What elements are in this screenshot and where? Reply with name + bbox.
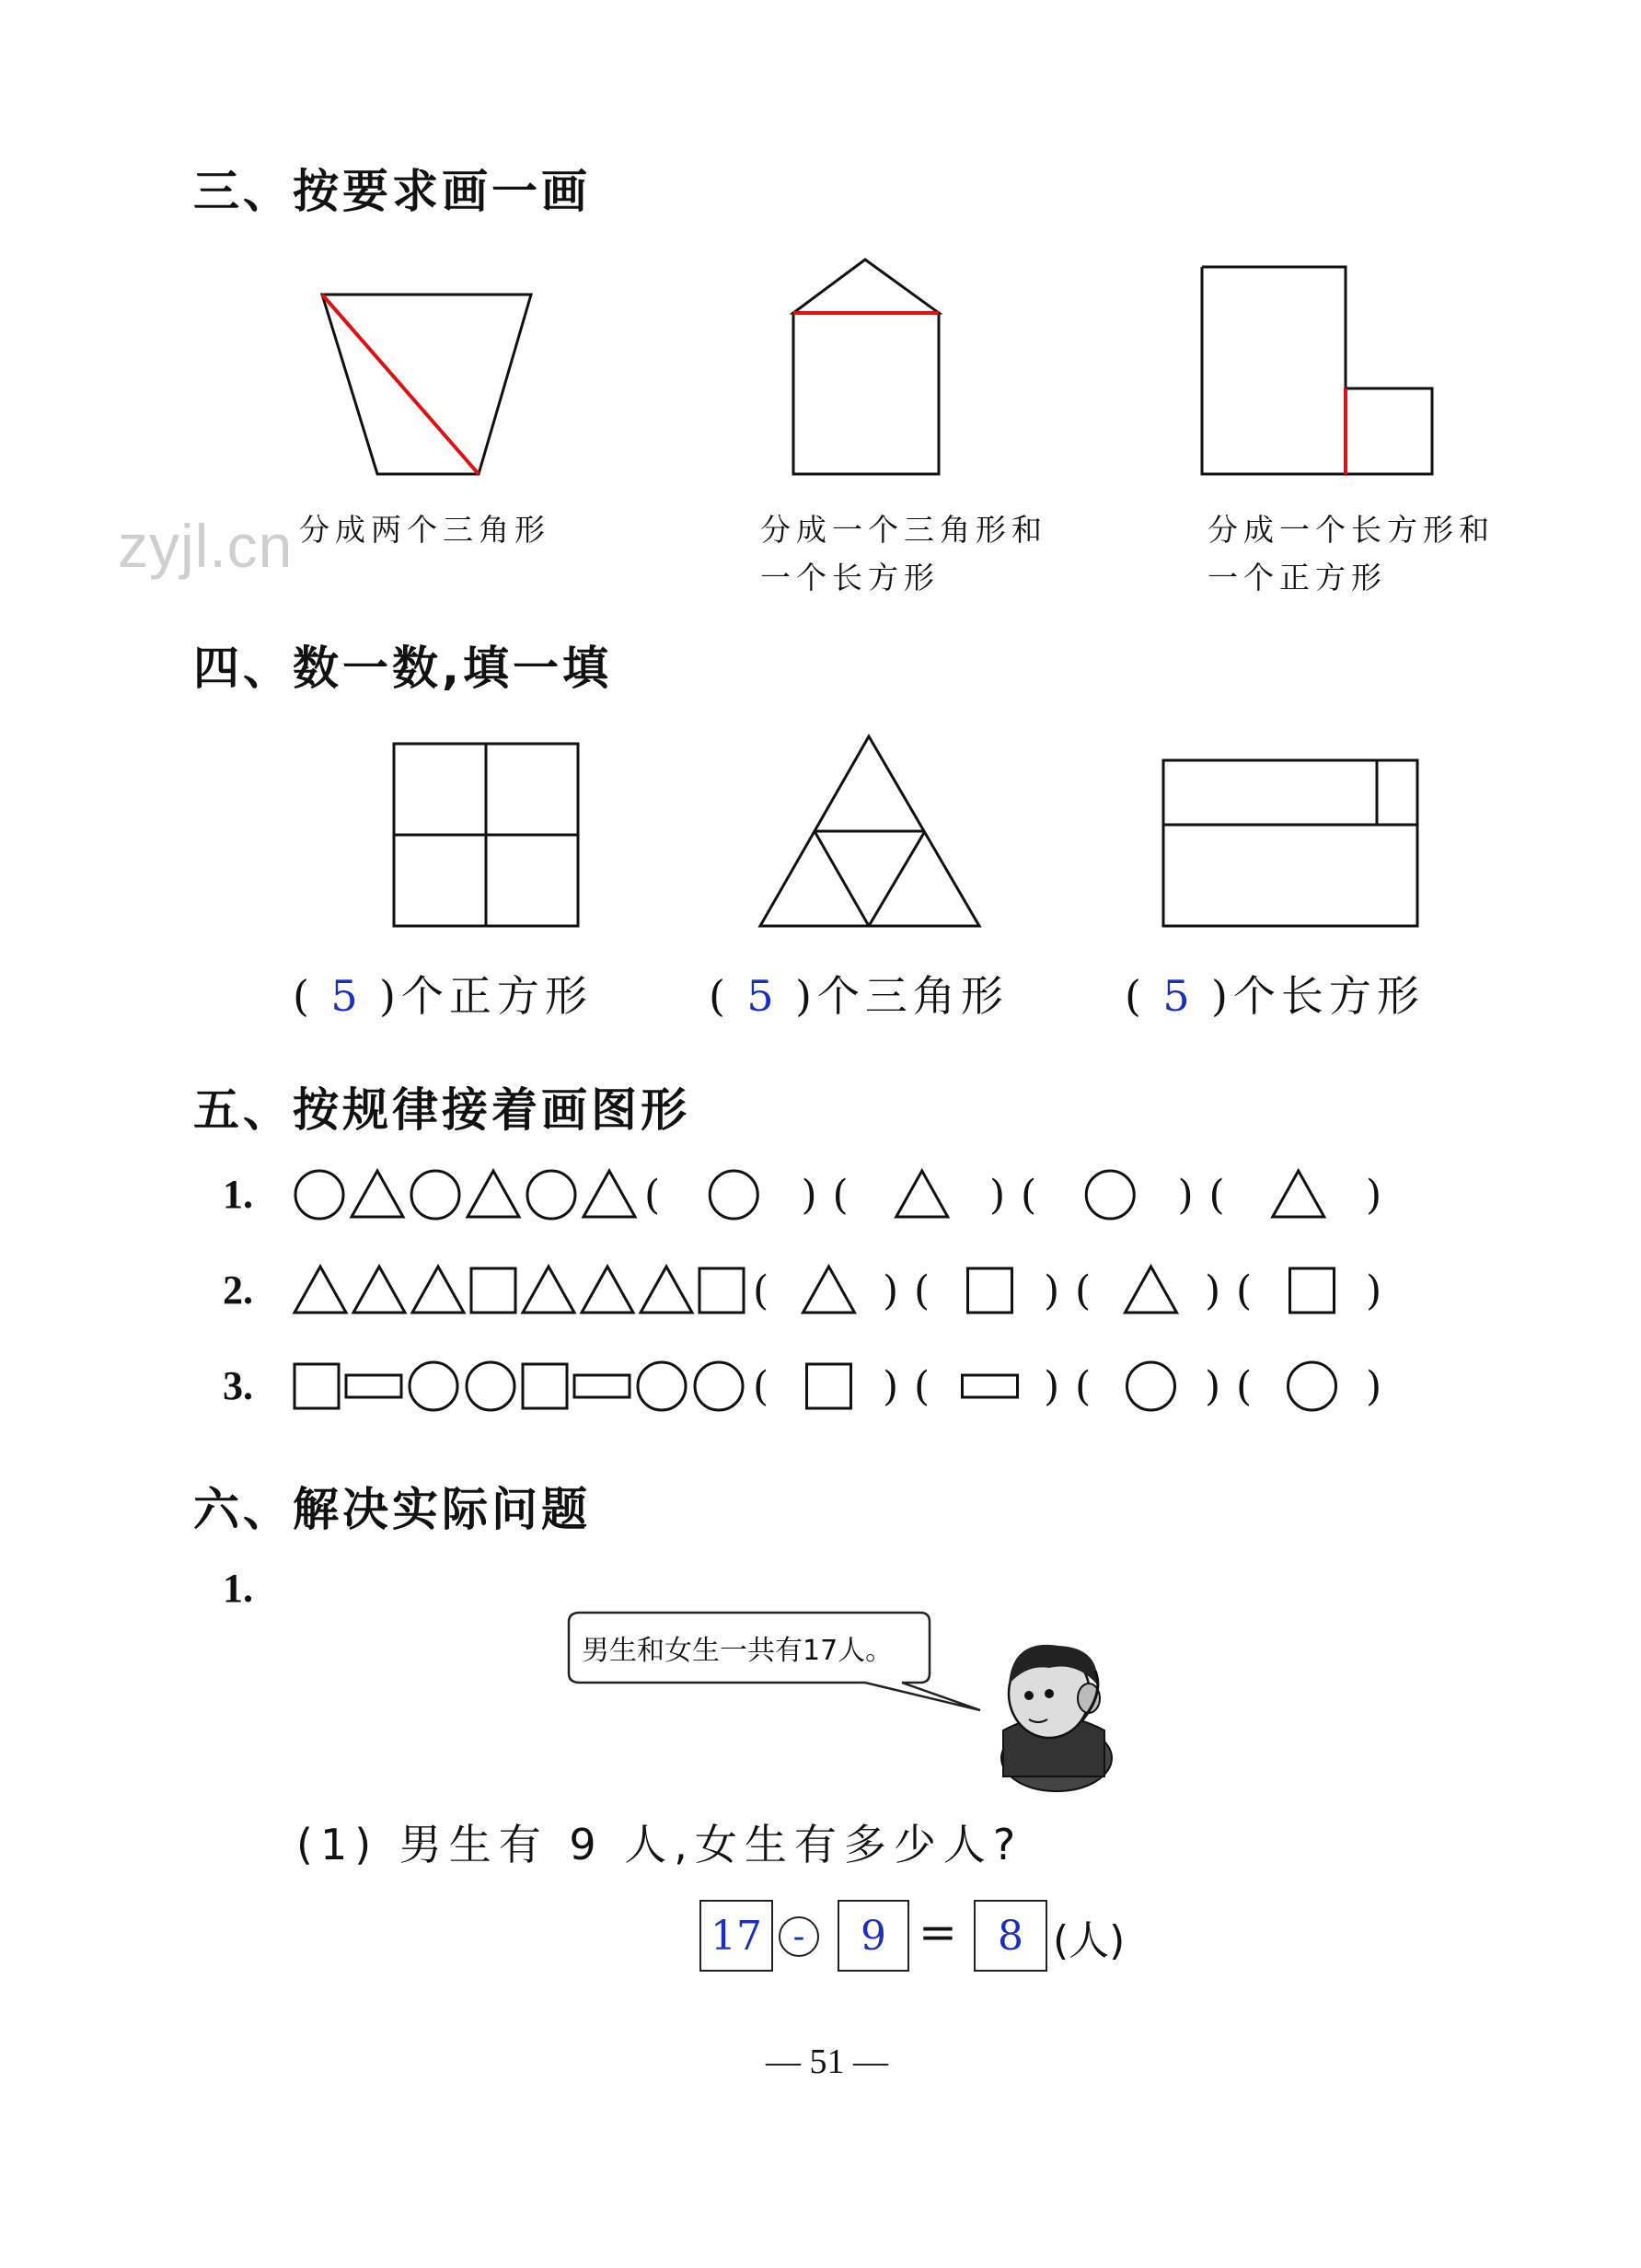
- close-paren: ): [801, 1172, 817, 1219]
- open-paren: (: [1021, 1172, 1037, 1219]
- count-answer-2: ( 5 )个三角形: [709, 971, 1009, 1021]
- caption-2: 分成一个三角形和 一个长方形: [760, 512, 1047, 596]
- pattern-row-2-label: 2.: [223, 1267, 253, 1313]
- open-paren: (: [1075, 1267, 1092, 1314]
- caption-1: 分成两个三角形: [299, 512, 550, 548]
- question-1: (1) 男生有 9 人,女生有多少人?: [296, 1820, 1023, 1869]
- count-answer-1: ( 5 )个正方形: [293, 971, 593, 1021]
- pattern-row-3-label: 3.: [223, 1363, 253, 1408]
- equation-operand-a: 17: [699, 1900, 773, 1972]
- close-paren: ): [1044, 1363, 1060, 1410]
- section-6-title: 六、解决实际问题: [193, 1483, 591, 1536]
- answer-rectangles: 5: [1162, 971, 1196, 1021]
- answer-triangles: 5: [746, 971, 780, 1021]
- close-paren: ): [1044, 1267, 1060, 1314]
- equals-sign: =: [919, 1905, 957, 1959]
- section-4-title: 四、数一数,填一填: [193, 642, 612, 695]
- equation-result: 8: [974, 1900, 1047, 1972]
- close-paren: ): [1366, 1172, 1382, 1219]
- count-answer-3: ( 5 )个长方形: [1125, 971, 1425, 1021]
- open-paren: (: [644, 1172, 661, 1219]
- close-paren: ): [1366, 1363, 1382, 1410]
- page-number: — 51 —: [766, 2042, 888, 2081]
- equation-operand-b: 9: [838, 1900, 909, 1972]
- close-paren: ): [1366, 1267, 1382, 1314]
- close-paren: ): [1205, 1363, 1221, 1410]
- close-paren: ): [989, 1172, 1006, 1219]
- open-paren: (: [1236, 1267, 1253, 1314]
- close-paren: ): [883, 1363, 899, 1410]
- open-paren: (: [753, 1267, 769, 1314]
- open-paren: (: [753, 1363, 769, 1410]
- close-paren: ): [883, 1267, 899, 1314]
- watermark: zyjl.cn: [118, 512, 294, 580]
- open-paren: (: [1236, 1363, 1253, 1410]
- equation-operator: -: [779, 1916, 819, 1957]
- pattern-row-1-label: 1.: [223, 1172, 253, 1217]
- equation-unit: (人): [1053, 1917, 1126, 1964]
- section-5-title: 五、按规律接着画图形: [193, 1083, 690, 1137]
- open-paren: (: [832, 1172, 849, 1219]
- close-paren: ): [1205, 1267, 1221, 1314]
- open-paren: (: [1208, 1172, 1225, 1219]
- close-paren: ): [1177, 1172, 1194, 1219]
- open-paren: (: [914, 1363, 930, 1410]
- open-paren: (: [1075, 1363, 1092, 1410]
- problem-1-label: 1.: [223, 1566, 253, 1611]
- answer-squares: 5: [330, 971, 364, 1021]
- speech-text: 男生和女生一共有17人。: [582, 1635, 894, 1667]
- caption-3: 分成一个长方形和 一个正方形: [1208, 512, 1495, 596]
- section-3-title: 三、按要求画一画: [193, 165, 591, 218]
- open-paren: (: [914, 1267, 930, 1314]
